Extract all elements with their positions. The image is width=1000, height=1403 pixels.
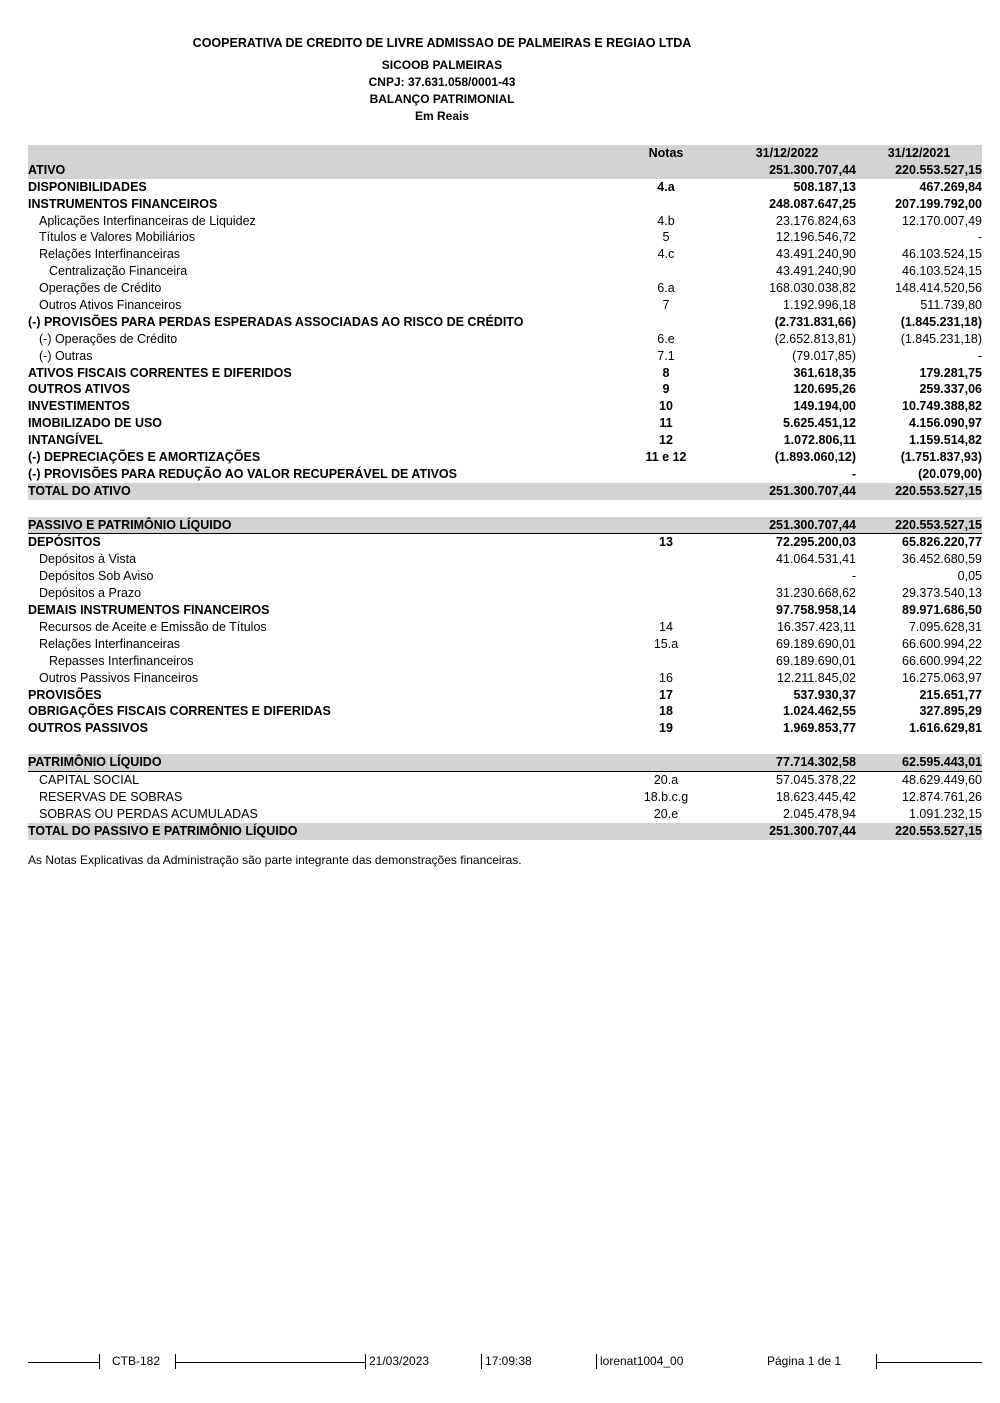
row-label: INSTRUMENTOS FINANCEIROS — [28, 196, 218, 211]
row-notes-ref: 12 — [659, 433, 673, 448]
row-value-2022: 361.618,35 — [793, 365, 856, 380]
row-value-2021: 215.651,77 — [919, 687, 982, 702]
row-value-2022: 251.300.707,44 — [769, 483, 856, 498]
row-label: (-) Operações de Crédito — [39, 331, 178, 346]
row-value-2021: 89.971.686,50 — [902, 603, 982, 618]
footer-tick — [596, 1354, 597, 1369]
row-value-2022: - — [851, 466, 856, 481]
row-label: PASSIVO E PATRIMÔNIO LÍQUIDO — [28, 517, 232, 532]
row-label: Depósitos a Prazo — [39, 586, 142, 601]
row-label: OUTROS PASSIVOS — [28, 721, 148, 736]
row-value-2021: 511.739,80 — [920, 298, 982, 313]
row-value-2022: 16.357.423,11 — [776, 619, 856, 634]
row-label: Repasses Interfinanceiros — [49, 653, 194, 668]
row-value-2022: 168.030.038,82 — [769, 281, 856, 296]
row-value-2022: 1.024.462,55 — [783, 704, 856, 719]
row-value-2022: 72.295.200,03 — [776, 535, 856, 550]
row-value-2021: 0,05 — [957, 569, 982, 584]
row-value-2021: 10.749.388,82 — [902, 399, 982, 414]
page-footer — [28, 1353, 982, 1371]
row-value-2021: 220.553.527,15 — [895, 483, 982, 498]
row-label: SOBRAS OU PERDAS ACUMULADAS — [39, 806, 258, 821]
table-row — [28, 398, 982, 415]
row-value-2022: (1.893.060,12) — [774, 450, 856, 465]
row-value-2022: 251.300.707,44 — [769, 517, 856, 532]
table-row — [28, 213, 982, 230]
row-value-2021: 1.616.629,81 — [909, 721, 982, 736]
row-value-2022: 41.064.531,41 — [776, 552, 856, 567]
footer-rule — [176, 1362, 365, 1363]
row-label: Depósitos Sob Aviso — [39, 569, 154, 584]
table-row — [28, 280, 982, 297]
row-value-2022: 12.196.546,72 — [776, 230, 856, 245]
table-row — [28, 602, 982, 619]
row-value-2021: 62.595.443,01 — [902, 755, 982, 770]
row-value-2022: 2.045.478,94 — [783, 806, 856, 821]
table-row — [28, 551, 982, 568]
table-row — [28, 314, 982, 331]
row-label: (-) PROVISÕES PARA PERDAS ESPERADAS ASSOCIADAS AO RISCO DE CRÉDITO — [28, 314, 524, 329]
row-value-2022: 1.969.853,77 — [783, 721, 856, 736]
row-value-2022: 57.045.378,22 — [776, 772, 856, 787]
table-row — [28, 737, 982, 754]
row-label: DEMAIS INSTRUMENTOS FINANCEIROS — [28, 603, 270, 618]
row-label: (-) Outras — [39, 348, 93, 363]
cnpj: CNPJ: 37.631.058/0001-43 — [368, 75, 516, 89]
row-label: ATIVOS FISCAIS CORRENTES E DIFERIDOS — [28, 365, 292, 380]
row-value-2022: 537.930,37 — [793, 687, 856, 702]
row-notes-ref: 20.a — [653, 772, 679, 787]
row-value-2022: (2.652.813,81) — [774, 331, 856, 346]
row-value-2021: 65.826.220,77 — [902, 535, 982, 550]
table-row — [28, 331, 982, 348]
table-row — [28, 823, 982, 840]
row-label: Aplicações Interfinanceiras de Liquidez — [39, 213, 256, 228]
row-notes-ref: 8 — [662, 365, 670, 380]
row-value-2022: (2.731.831,66) — [774, 314, 856, 329]
row-label: OBRIGAÇÕES FISCAIS CORRENTES E DIFERIDAS — [28, 704, 331, 719]
row-label: Centralização Financeira — [49, 264, 188, 279]
institution-name: SICOOB PALMEIRAS — [381, 58, 503, 72]
footer-rule — [877, 1362, 982, 1363]
row-value-2021: - — [977, 348, 982, 363]
table-row — [28, 229, 982, 246]
column-header-2021: 31/12/2021 — [887, 146, 951, 160]
row-value-2021: 4.156.090,97 — [909, 416, 982, 431]
row-value-2022: 77.714.302,58 — [776, 755, 856, 770]
row-value-2021: 48.629.449,60 — [902, 772, 982, 787]
footer-date: 21/03/2023 — [369, 1354, 430, 1368]
table-row — [28, 806, 982, 823]
row-value-2022: - — [851, 569, 856, 584]
row-value-2021: (1.751.837,93) — [900, 450, 982, 465]
table-row — [28, 449, 982, 466]
row-value-2022: 149.194,00 — [793, 399, 856, 414]
footnote: As Notas Explicativas da Administração são parte integrante das demonstrações financeiras. — [28, 853, 522, 867]
table-row — [28, 568, 982, 585]
row-value-2021: 1.159.514,82 — [909, 433, 982, 448]
table-row — [28, 381, 982, 398]
table-row — [28, 534, 982, 551]
row-value-2021: 259.337,06 — [919, 382, 982, 397]
row-notes-ref: 10 — [659, 399, 673, 414]
row-label: ATIVO — [28, 162, 66, 177]
row-notes-ref: 16 — [659, 670, 673, 685]
row-value-2022: 31.230.668,62 — [776, 586, 856, 601]
row-value-2021: 220.553.527,15 — [895, 162, 982, 177]
row-value-2021: 179.281,75 — [919, 365, 982, 380]
row-value-2022: 12.211.845,02 — [776, 670, 856, 685]
column-header-notas: Notas — [648, 146, 684, 160]
table-row — [28, 246, 982, 263]
footer-tick — [99, 1354, 100, 1369]
row-label: PATRIMÔNIO LÍQUIDO — [28, 755, 162, 770]
row-label: Operações de Crédito — [39, 281, 162, 296]
row-notes-ref: 6.e — [657, 331, 675, 346]
row-value-2022: 5.625.451,12 — [783, 416, 856, 431]
row-value-2022: 1.192.996,18 — [783, 298, 856, 313]
row-notes-ref: 4.c — [657, 247, 675, 262]
footer-time: 17:09:38 — [485, 1354, 532, 1368]
row-notes-ref: 4.b — [657, 213, 675, 228]
row-value-2021: 46.103.524,15 — [902, 247, 982, 262]
footer-tick — [365, 1354, 366, 1369]
row-notes-ref: 17 — [659, 687, 673, 702]
footer-report-code: CTB-182 — [112, 1354, 161, 1368]
row-value-2022: 120.695,26 — [793, 382, 856, 397]
row-value-2022: 251.300.707,44 — [769, 823, 856, 838]
row-value-2021: 36.452.680,59 — [902, 552, 982, 567]
row-notes-ref: 7 — [662, 298, 670, 313]
row-value-2022: 23.176.824,63 — [776, 213, 856, 228]
row-label: DISPONIBILIDADES — [28, 179, 147, 194]
row-label: INTANGÍVEL — [28, 433, 103, 448]
table-row — [28, 466, 982, 483]
row-label: DEPÓSITOS — [28, 535, 101, 550]
row-value-2021: (1.845.231,18) — [900, 314, 982, 329]
row-label: INVESTIMENTOS — [28, 399, 130, 414]
table-row — [28, 772, 982, 789]
row-value-2021: 12.874.761,26 — [902, 789, 982, 804]
row-notes-ref: 18.b.c.g — [643, 789, 689, 804]
row-notes-ref: 4.a — [657, 179, 675, 194]
row-value-2021: (1.845.231,18) — [900, 331, 982, 346]
row-notes-ref: 11 e 12 — [645, 450, 687, 465]
table-row — [28, 720, 982, 737]
row-notes-ref: 13 — [659, 535, 673, 550]
row-value-2022: 1.072.806,11 — [783, 433, 856, 448]
row-notes-ref: 9 — [662, 382, 670, 397]
table-row — [28, 348, 982, 365]
row-label: Outros Ativos Financeiros — [39, 298, 182, 313]
table-row — [28, 432, 982, 449]
row-value-2021: 207.199.792,00 — [895, 196, 982, 211]
table-row — [28, 263, 982, 280]
row-notes-ref: 6.a — [657, 281, 675, 296]
row-label: Relações Interfinanceiras — [39, 636, 181, 651]
table-row — [28, 687, 982, 704]
row-value-2021: 220.553.527,15 — [895, 823, 982, 838]
row-notes-ref: 18 — [659, 704, 673, 719]
row-notes-ref: 14 — [659, 619, 673, 634]
row-notes-ref: 5 — [662, 230, 670, 245]
table-row — [28, 670, 982, 687]
footer-tick — [481, 1354, 482, 1369]
row-label: (-) PROVISÕES PARA REDUÇÃO AO VALOR RECUPERÁVEL DE ATIVOS — [28, 466, 457, 481]
row-value-2021: 327.895,29 — [919, 704, 982, 719]
table-row — [28, 162, 982, 179]
table-row — [28, 619, 982, 636]
row-value-2021: 7.095.628,31 — [909, 619, 982, 634]
row-value-2022: 43.491.240,90 — [776, 264, 856, 279]
row-label: (-) DEPRECIAÇÕES E AMORTIZAÇÕES — [28, 450, 261, 465]
row-label: PROVISÕES — [28, 687, 102, 702]
row-label: TOTAL DO PASSIVO E PATRIMÔNIO LÍQUIDO — [28, 823, 298, 838]
table-row — [28, 653, 982, 670]
row-value-2022: (79.017,85) — [792, 348, 856, 363]
row-value-2021: (20.079,00) — [918, 466, 982, 481]
row-notes-ref: 19 — [659, 721, 673, 736]
row-value-2021: 12.170.007,49 — [902, 213, 982, 228]
table-row — [28, 483, 982, 500]
footer-user: lorenat1004_00 — [600, 1354, 684, 1368]
row-label: Depósitos à Vista — [39, 552, 137, 567]
balance-sheet-table — [28, 145, 982, 840]
currency-unit: Em Reais — [414, 109, 470, 123]
column-header-2022: 31/12/2022 — [755, 146, 819, 160]
row-label: IMOBILIZADO DE USO — [28, 416, 163, 431]
row-value-2021: 220.553.527,15 — [895, 517, 982, 532]
row-value-2022: 251.300.707,44 — [769, 162, 856, 177]
table-row — [28, 179, 982, 196]
table-row — [28, 636, 982, 653]
company-name: COOPERATIVA DE CREDITO DE LIVRE ADMISSAO DE PALMEIRAS E REGIAO LTDA — [192, 36, 692, 50]
row-value-2021: 66.600.994,22 — [902, 636, 982, 651]
row-label: CAPITAL SOCIAL — [39, 772, 140, 787]
table-row — [28, 703, 982, 720]
row-label: RESERVAS DE SOBRAS — [39, 789, 183, 804]
row-label: TOTAL DO ATIVO — [28, 483, 131, 498]
table-row — [28, 517, 982, 535]
row-value-2022: 18.623.445,42 — [776, 789, 856, 804]
row-value-2022: 248.087.647,25 — [769, 196, 856, 211]
row-value-2021: 16.275.063,97 — [902, 670, 982, 685]
table-row — [28, 415, 982, 432]
table-row — [28, 585, 982, 602]
footer-page-number: Página 1 de 1 — [767, 1354, 842, 1368]
report-title: BALANÇO PATRIMONIAL — [369, 92, 515, 106]
row-notes-ref: 11 — [659, 416, 673, 431]
row-value-2021: 29.373.540,13 — [902, 586, 982, 601]
row-label: Títulos e Valores Mobiliários — [39, 230, 196, 245]
row-label: OUTROS ATIVOS — [28, 382, 131, 397]
table-row — [28, 789, 982, 806]
footer-rule — [28, 1362, 99, 1363]
row-label: Recursos de Aceite e Emissão de Títulos — [39, 619, 267, 634]
row-notes-ref: 15.a — [653, 636, 679, 651]
row-value-2021: 467.269,84 — [919, 179, 982, 194]
row-value-2021: 148.414.520,56 — [895, 281, 982, 296]
row-value-2021: 66.600.994,22 — [902, 653, 982, 668]
row-label: Outros Passivos Financeiros — [39, 670, 199, 685]
row-value-2022: 97.758.958,14 — [776, 603, 856, 618]
row-label: Relações Interfinanceiras — [39, 247, 181, 262]
table-row — [28, 500, 982, 517]
table-row — [28, 196, 982, 213]
row-value-2022: 508.187,13 — [793, 179, 856, 194]
table-header-row — [28, 145, 982, 162]
row-value-2022: 43.491.240,90 — [776, 247, 856, 262]
table-row — [28, 297, 982, 314]
row-value-2021: - — [977, 230, 982, 245]
table-row — [28, 365, 982, 382]
table-row — [28, 754, 982, 772]
row-value-2021: 1.091.232,15 — [909, 806, 982, 821]
row-value-2022: 69.189.690,01 — [776, 653, 856, 668]
row-notes-ref: 7.1 — [657, 348, 675, 363]
row-notes-ref: 20.e — [653, 806, 679, 821]
row-value-2022: 69.189.690,01 — [776, 636, 856, 651]
row-value-2021: 46.103.524,15 — [902, 264, 982, 279]
